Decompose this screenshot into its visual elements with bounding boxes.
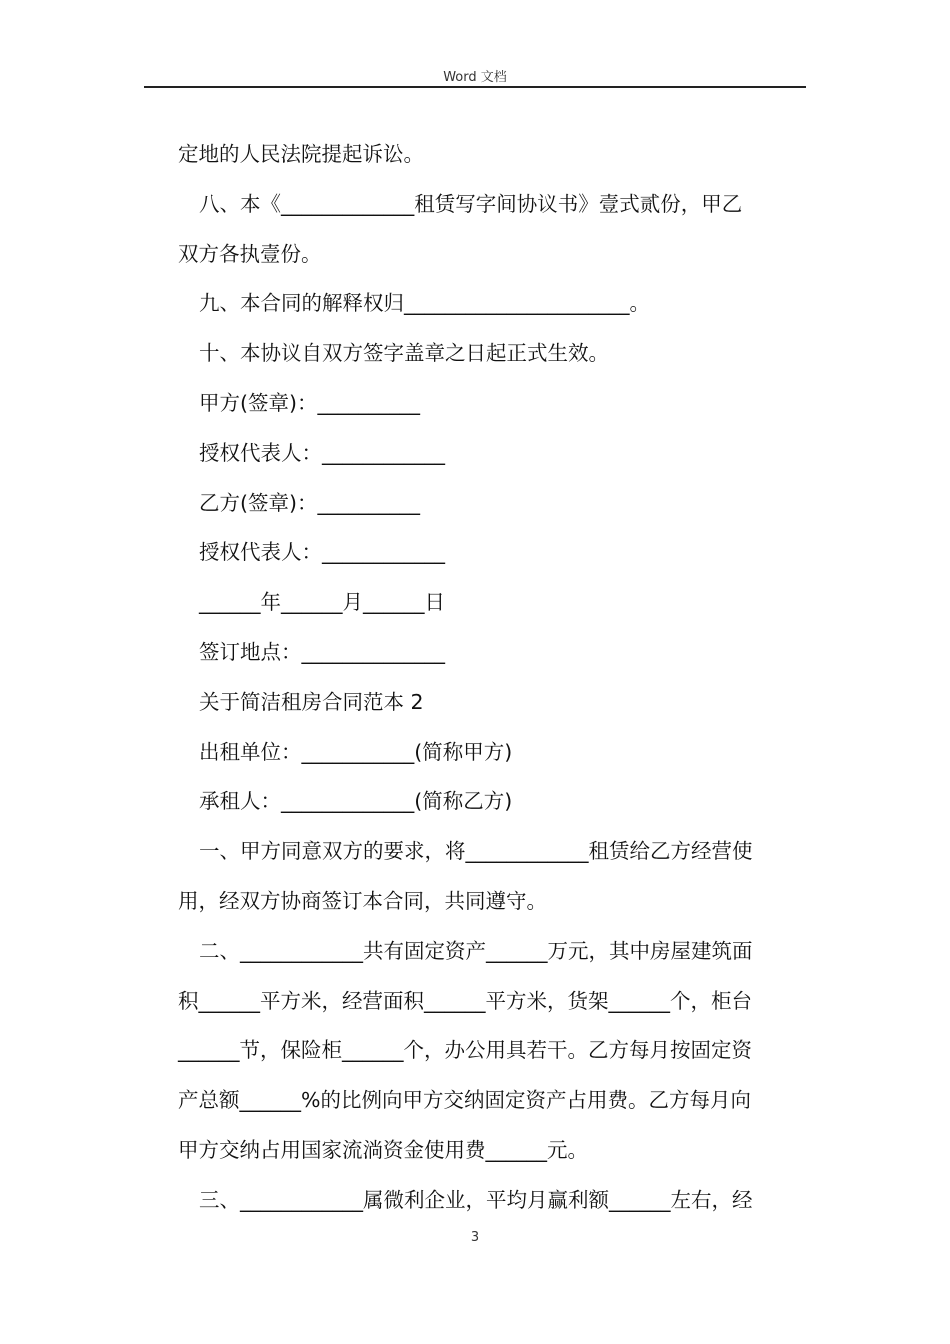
text-line: 双方各执壹份。 (178, 241, 322, 266)
text-line: 定地的人民法院提起诉讼。 (178, 142, 424, 166)
text-line: 授权代表人：____________ (199, 540, 445, 565)
page-header: Word 文档 (443, 70, 507, 85)
text-line: 八、本《_____________租赁写字间协议书》壹式贰份，甲乙 (199, 191, 743, 216)
text-line: ______年______月______日 (199, 590, 445, 615)
text-line: 十、本协议自双方签字盖章之日起正式生效。 (199, 341, 609, 366)
text-line: 积______平方米，经营面积______平方米，货架______个，柜台 (178, 988, 752, 1013)
text-line: 签订地点：______________ (199, 639, 445, 664)
text-line: 甲方(签章)：__________ (199, 390, 420, 415)
page-number: 3 (470, 1230, 480, 1245)
text-line: ______节，保险柜______个，办公用具若干。乙方每月按固定资 (178, 1038, 752, 1063)
header-divider (144, 86, 806, 88)
text-line: 承租人：_____________(简称乙方) (199, 789, 513, 814)
text-line: 三、____________属微利企业，平均月赢利额______左右，经 (199, 1187, 753, 1212)
section-title: 关于简洁租房合同范本 2 (199, 689, 424, 714)
text-line: 授权代表人：____________ (199, 440, 445, 465)
document-body (178, 130, 803, 1226)
text-line: 乙方(签章)：__________ (199, 490, 420, 515)
text-line: 产总额______%的比例向甲方交纳固定资产占用费。乙方每月向 (178, 1088, 751, 1113)
text-line: 甲方交纳占用国家流淌资金使用费______元。 (178, 1137, 588, 1162)
text-line: 九、本合同的解释权归______________________。 (199, 291, 650, 316)
text-line: 用，经双方协商签订本合同，共同遵守。 (178, 888, 547, 913)
text-line: 一、甲方同意双方的要求，将____________租赁给乙方经营使 (199, 839, 753, 864)
text-line: 出租单位：___________(简称甲方) (199, 739, 513, 764)
text-line: 二、____________共有固定资产______万元，其中房屋建筑面 (199, 938, 753, 963)
